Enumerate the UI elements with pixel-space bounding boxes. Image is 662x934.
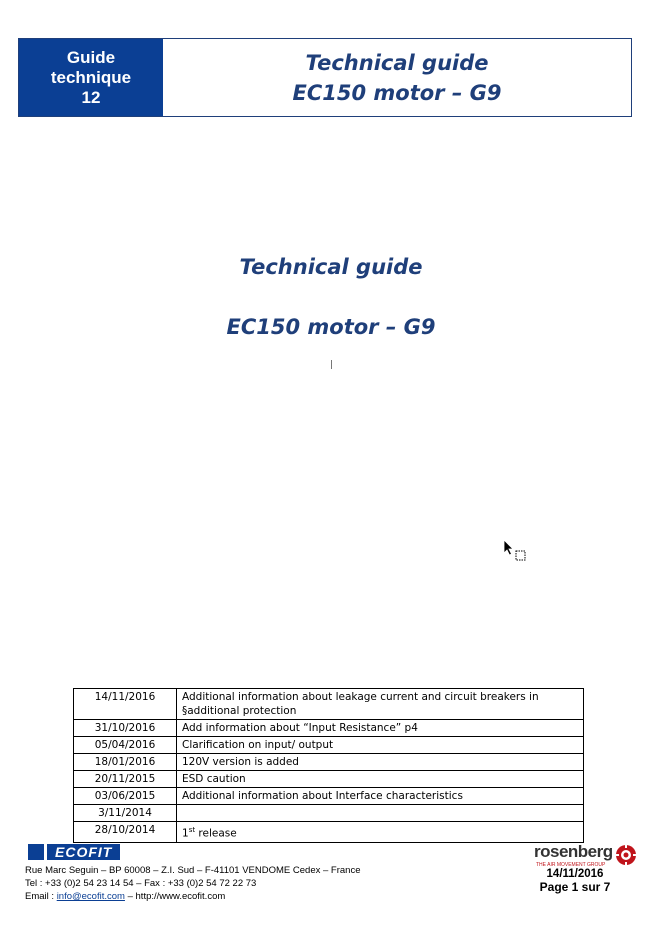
company-contact <box>25 890 361 903</box>
revision-desc: ESD caution <box>177 771 584 788</box>
header-title <box>163 39 631 116</box>
release-number: 1 <box>182 827 189 840</box>
revision-date: 18/01/2016 <box>74 754 177 771</box>
ecofit-logo-text: ECOFIT <box>47 844 120 860</box>
revision-desc <box>177 822 584 843</box>
revision-date: 3/11/2014 <box>74 805 177 822</box>
main-title-line1: Technical guide <box>239 255 423 279</box>
release-ordinal: st <box>188 826 196 834</box>
header-title-line1: Technical guide <box>305 50 489 75</box>
revision-desc: 120V version is added <box>177 754 584 771</box>
table-row <box>74 822 584 843</box>
table-row <box>74 689 584 720</box>
header-title-line2: EC150 motor – G9 <box>292 80 502 105</box>
email-label: Email : <box>25 891 57 902</box>
revision-desc: Add information about “Input Resistance” p4 <box>177 720 584 737</box>
table-row <box>74 720 584 737</box>
footer-date: 14/11/2016 <box>546 868 604 880</box>
revision-date: 14/11/2016 <box>74 689 177 720</box>
page-number: Page 1 sur 7 <box>539 880 611 894</box>
guide-number: 12 <box>81 87 101 107</box>
revision-date: 20/11/2015 <box>74 771 177 788</box>
document-header <box>18 38 632 117</box>
guide-label-line1: Guide <box>66 47 116 67</box>
release-word: release <box>195 827 237 840</box>
table-row <box>74 771 584 788</box>
revision-desc: Additional information about Interface characteristics <box>177 788 584 805</box>
website-text: – http://www.ecofit.com <box>124 891 226 902</box>
main-title-line2: EC150 motor – G9 <box>226 315 436 339</box>
table-row <box>74 737 584 754</box>
text-cursor-icon <box>331 360 332 369</box>
email-link[interactable]: info@ecofit.com <box>56 891 125 902</box>
revision-desc <box>177 805 584 822</box>
guide-number-box <box>19 39 163 116</box>
revision-desc: Clarification on input/ output <box>177 737 584 754</box>
table-row <box>74 754 584 771</box>
footer-right <box>534 842 644 894</box>
revision-table <box>73 688 584 843</box>
revision-date: 31/10/2016 <box>74 720 177 737</box>
company-address: Rue Marc Seguin – BP 60008 – Z.I. Sud – F-41101 VENDOME Cedex – France <box>25 865 361 876</box>
company-phone: Tel : +33 (0)2 54 23 14 54 – Fax : +33 (0)2 54 72 22 73 <box>25 878 257 889</box>
revision-date: 05/04/2016 <box>74 737 177 754</box>
rosenberg-wordmark: rosenberg <box>534 842 613 861</box>
rosenberg-logo <box>534 842 644 868</box>
revision-date: 03/06/2015 <box>74 788 177 805</box>
company-footer <box>25 843 361 903</box>
mouse-pointer-icon <box>503 539 529 568</box>
rosenberg-tagline: THE AIR MOVEMENT GROUP <box>536 862 606 868</box>
revision-date: 28/10/2014 <box>74 822 177 843</box>
rosenberg-gear-icon <box>614 843 638 867</box>
table-row <box>74 805 584 822</box>
guide-label-line2: technique <box>50 67 132 87</box>
revision-desc: Additional information about leakage current and circuit breakers in §additional protection <box>177 689 584 720</box>
ecofit-logo <box>28 843 361 861</box>
table-row <box>74 788 584 805</box>
ecofit-logo-square-icon <box>28 844 44 860</box>
